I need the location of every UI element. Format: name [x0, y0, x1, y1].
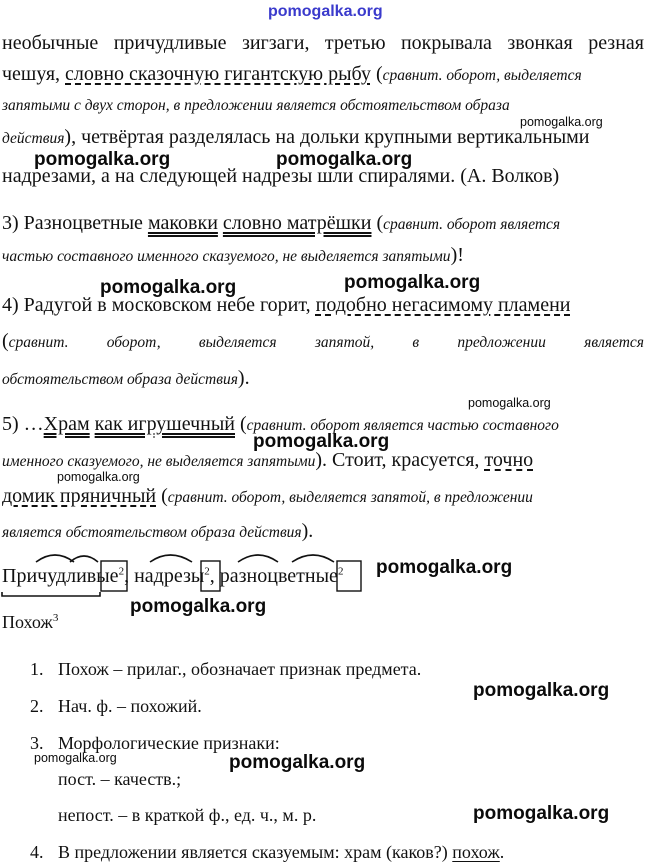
p1-text: чешуя,: [2, 63, 66, 85]
watermark-5: pomogalka.org: [253, 431, 390, 452]
morph-word-2: надрезы: [134, 565, 205, 587]
watermark-6: pomogalka.org: [376, 557, 513, 578]
p4-comment2: обстоятельством образа действия: [2, 371, 238, 388]
watermark-small-3: pomogalka.org: [57, 470, 140, 484]
p5-paren: (: [235, 413, 247, 435]
watermark-7: pomogalka.org: [130, 596, 267, 617]
p5-line4: [2, 518, 313, 546]
p3-line1: [2, 210, 560, 238]
watermark-8: pomogalka.org: [473, 680, 610, 701]
p1-text: ), четвёртая разделялась на дольки крупными вертикальными: [64, 126, 590, 148]
item-4-predicate: похож: [452, 842, 500, 862]
p5-comment3: сравнит. оборот, выделяется запятой, в предложении: [167, 489, 533, 506]
watermark-small-1: pomogalka.org: [520, 115, 603, 129]
p5-line3: [2, 483, 533, 511]
p5-comparison-start: точно: [484, 449, 534, 471]
p5-comment2: именного сказуемого, не выделяется запятыми: [2, 453, 316, 470]
p1-line1: необычные причудливые зигзаги, третью покрывала звонкая резная: [2, 32, 644, 54]
p3-comment: сравнит. оборот является: [383, 216, 561, 233]
item-4-text: [58, 842, 504, 863]
p4-text: 4) Радугой в московском небе горит,: [2, 294, 316, 316]
pohozh-word: Похож: [2, 612, 53, 632]
p1-comment-end: действия: [2, 130, 65, 147]
item-1-text: Похож – прилаг., обозначает признак предмета.: [58, 659, 422, 679]
p3-subject: маковки: [147, 212, 218, 234]
p3-predicate: словно матрёшки: [222, 212, 372, 234]
morph-sup-3: 2: [337, 565, 344, 578]
p3-paren: (: [371, 212, 384, 234]
morph-comma-2: ,: [209, 565, 220, 587]
p1-line3: запятыми с двух сторон, в предложении является обстоятельством образа: [2, 97, 510, 114]
pohozh-sup: 3: [52, 612, 59, 624]
p4-comment: сравнит. оборот, выделяется запятой, в предложении является: [8, 334, 644, 351]
p5-comment4: является обстоятельством образа действия: [2, 524, 302, 541]
item-2-number: 2.: [30, 696, 44, 716]
watermark-9: pomogalka.org: [229, 752, 366, 773]
root-arc-1b: [70, 556, 98, 562]
item-3-text: Морфологические признаки:: [58, 733, 280, 753]
watermark-1: pomogalka.org: [34, 149, 171, 170]
p5-predicate: как игрушечный: [94, 413, 235, 435]
p4-end: ).: [237, 367, 250, 389]
item-4-main: В предложении является сказуемым: храм (каков?): [58, 842, 453, 862]
p4-paren: (: [2, 330, 9, 352]
p4-line3: [2, 365, 250, 393]
suffix-mark: [2, 592, 100, 596]
morph-word-1: Причудливые: [2, 565, 119, 587]
p5-subject: Храм: [43, 413, 90, 435]
item-3-number: 3.: [30, 733, 44, 753]
watermark-small-2: pomogalka.org: [468, 396, 551, 410]
morph-word-3: разноцветные: [219, 565, 338, 587]
watermark-3: pomogalka.org: [100, 277, 237, 298]
comparison-phrase: словно сказочную гигантскую рыбу: [65, 63, 371, 85]
p3-line2: [2, 242, 464, 270]
p1-line2: [2, 61, 582, 89]
p5-text2: ). Стоит, красуется,: [315, 449, 485, 471]
root-arc-1: [36, 555, 74, 562]
watermark-top: pomogalka.org: [268, 3, 383, 20]
p5-paren2: (: [156, 485, 168, 507]
morph-sup-2: 2: [204, 565, 210, 578]
watermark-2: pomogalka.org: [276, 149, 413, 170]
p1-line5: надрезами, а на следующей надрезы шли спиралями. (А. Волков): [2, 165, 560, 187]
sub-item-2: непост. – в краткой ф., ед. ч., м. р.: [58, 805, 317, 825]
item-2-text: Нач. ф. – похожий.: [58, 696, 202, 716]
pohozh-heading: [2, 612, 58, 633]
p5-comparison: домик пряничный: [2, 485, 157, 507]
paren-open: (: [370, 63, 383, 85]
root-arc-3b: [292, 555, 334, 562]
root-arc-2: [150, 555, 192, 562]
p4-line2: [2, 328, 644, 356]
p1-comment: сравнит. оборот, выделяется: [382, 67, 582, 84]
p5-comment: сравнит. оборот является частью составного: [246, 417, 559, 434]
p3-text: 3) Разноцветные: [2, 212, 148, 234]
p4-line1: [2, 292, 570, 318]
root-arc-3: [238, 555, 278, 562]
sub-item-1: пост. – качеств.;: [58, 769, 182, 789]
morph-line: [2, 565, 343, 588]
p3-end: )!: [450, 244, 464, 266]
watermark-4: pomogalka.org: [344, 272, 481, 293]
p3-comment2: частью составного именного сказуемого, не выделяется запятыми: [2, 248, 451, 265]
item-4-end: .: [499, 842, 505, 862]
p5-end: ).: [301, 520, 314, 542]
item-1-number: 1.: [30, 659, 44, 679]
p5-text: 5) …: [2, 413, 44, 435]
watermark-10: pomogalka.org: [473, 803, 610, 824]
morph-comma-1: ,: [124, 565, 135, 587]
p1-line4: [2, 124, 590, 152]
watermark-small-4: pomogalka.org: [34, 751, 117, 765]
morph-sup-1: 2: [118, 565, 125, 578]
item-4-number: 4.: [30, 842, 44, 862]
p4-comparison: подобно негасимому пламени: [315, 294, 571, 316]
